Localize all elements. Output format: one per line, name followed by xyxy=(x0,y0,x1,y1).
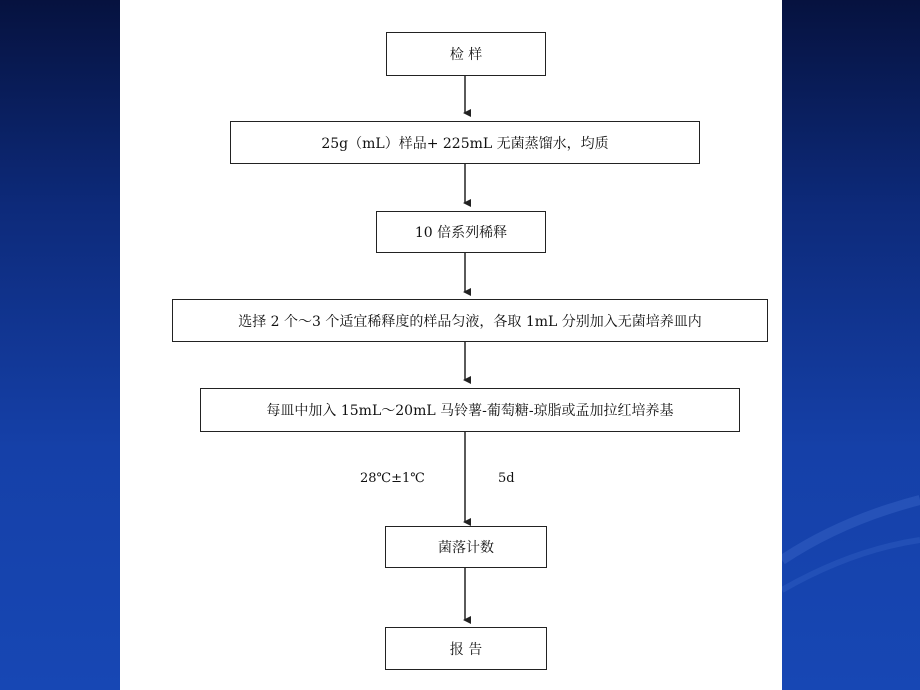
right-background-band xyxy=(782,0,920,690)
step-inspect-label: 检 样 xyxy=(449,47,483,63)
step-add-medium-label: 每皿中加入 15mL～20mL 马铃薯-葡萄糖-琼脂或孟加拉红培养基 xyxy=(266,403,674,419)
incubation-temperature: 28℃±1℃ xyxy=(360,471,425,486)
step-report-label: 报 告 xyxy=(449,641,483,658)
step-serial-dilution xyxy=(376,211,546,253)
step-homogenize xyxy=(230,121,700,164)
step-select-dilution-label: 选择 2 个～3 个适宜稀释度的样品匀液，各取 1mL 分别加入无菌培养皿内 xyxy=(238,313,702,330)
step-inspect-sample xyxy=(386,32,546,76)
flowchart-arrows xyxy=(120,0,782,690)
left-background-band xyxy=(0,0,120,690)
step-homogenize-label: 25g（mL）样品+ 225mL 无菌蒸馏水，均质 xyxy=(321,135,609,152)
step-colony-count xyxy=(385,526,547,568)
step-serial-dilution-label: 10 倍系列稀释 xyxy=(414,225,508,241)
flowchart-panel xyxy=(120,0,782,690)
step-add-medium xyxy=(200,388,740,432)
step-report xyxy=(385,627,547,670)
decorative-swoosh xyxy=(782,0,920,690)
step-colony-count-label: 菌落计数 xyxy=(438,540,494,556)
incubation-duration: 5d xyxy=(498,471,515,486)
step-select-dilution xyxy=(172,299,768,342)
